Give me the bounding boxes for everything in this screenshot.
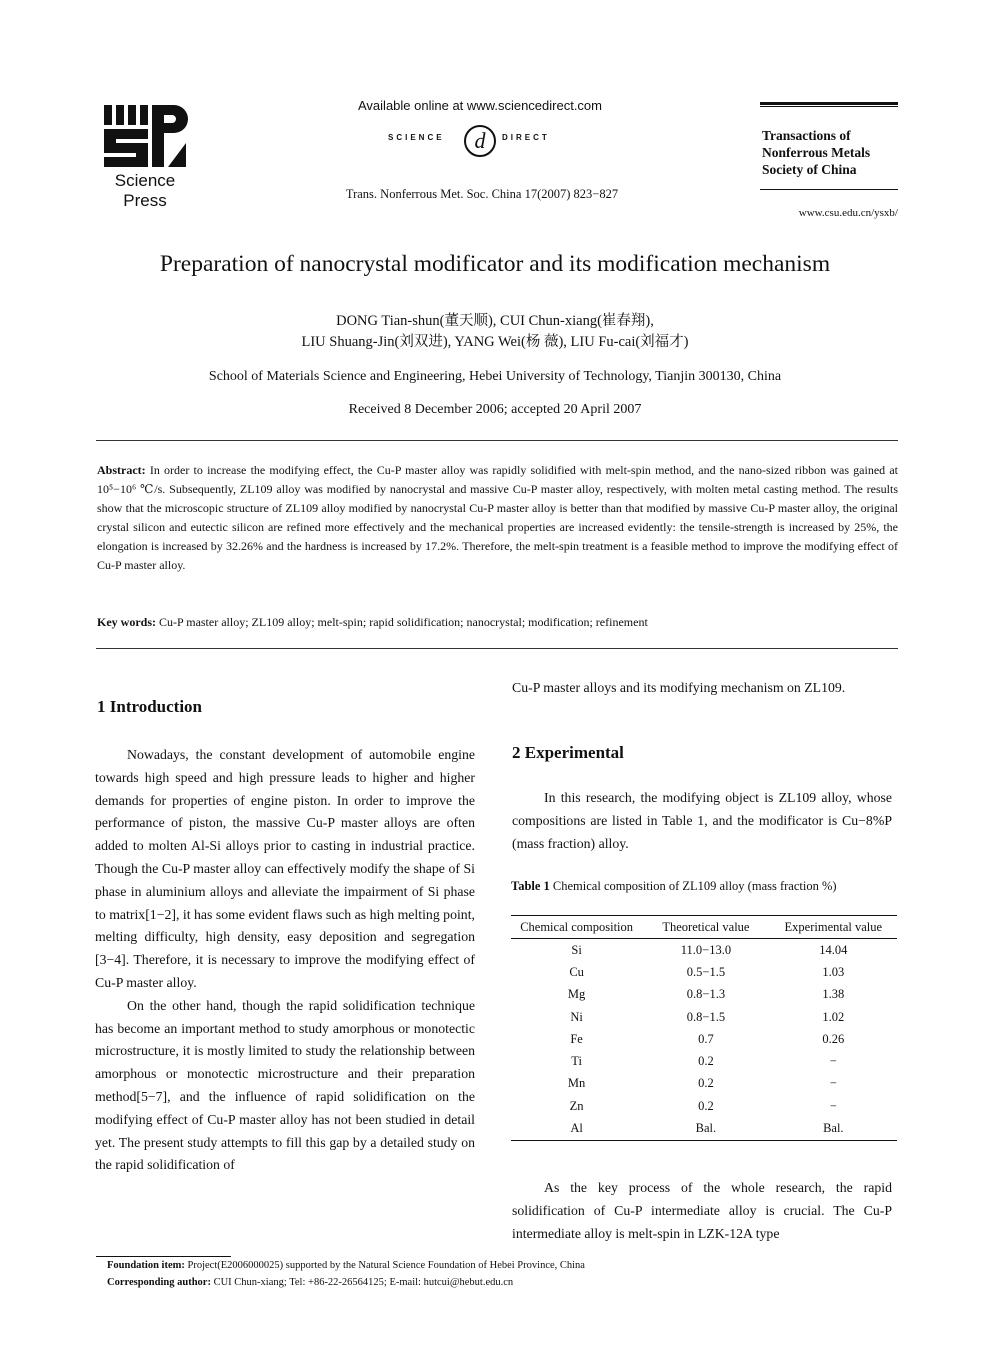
author-list: DONG Tian-shun(董天顺), CUI Chun-xiang(崔春翔), LIU Shuang-Jin(刘双进), YANG Wei(杨 薇), LIU Fu-cai(刘福才) (301, 313, 689, 350)
table-header-cell: Experimental value (770, 916, 897, 939)
keywords (97, 615, 898, 630)
abstract-top-rule (96, 440, 898, 441)
experimental-continued-paragraph: As the key process of the whole research, the rapid solidification of Cu-P intermediate alloy is crucial. The Cu-P intermediate alloy is melt-spin in LZK-12A type (512, 1180, 892, 1241)
table-header-cell: Chemical composition (511, 916, 642, 939)
journal-name: Transactions of Nonferrous Metals Society of China (762, 128, 871, 177)
affiliation: School of Materials Science and Engineering, Hebei University of Technology, Tianjin 300130, China (208, 369, 782, 384)
footnote-rule (96, 1256, 231, 1257)
abstract (97, 461, 898, 575)
table-row: Fe 0.7 0.26 (570, 1031, 845, 1046)
paper-title: Preparation of nanocrystal modificator and its modification mechanism (159, 251, 831, 277)
header-rule-thin (760, 106, 898, 107)
sciencedirect-logo: SCIENCE d DIRECT (380, 124, 580, 158)
introduction-body (95, 744, 475, 1177)
corresponding-author-footnote: Corresponding author: CUI Chun-xiang; Tel: +86-22-26564125; E-mail: hutcui@hebut.edu.cn (107, 1277, 514, 1288)
foundation-footnote: Foundation item: Project(E2006000025) supported by the Natural Science Foundation of Hebei Province, China (107, 1260, 585, 1271)
table-header-cell: Theoretical value (642, 916, 769, 939)
table-row: Mg 0.8−1.3 1.38 (567, 987, 845, 1002)
at-symbol-icon (462, 124, 498, 158)
science-press-logo-text: Science Press (114, 171, 176, 210)
journal-reference: Trans. Nonferrous Met. Soc. China 17(2007) 823−827 (345, 187, 619, 201)
table-row: Ti 0.2 − (571, 1054, 837, 1069)
abstract-label: Abstract: (97, 463, 146, 477)
introduction-continuation: Cu-P master alloys and its modifying mechanism on ZL109. (512, 680, 846, 695)
table-row: Cu 0.5−1.5 1.03 (569, 964, 845, 979)
paragraph: Nowadays, the constant development of automobile engine towards high speed and high pressure leads to higher and higher demands for properties of engine piston. In order to improve the performance of piston, the massive Cu-P master alloys are often added to molten Al-Si alloys prior to casting in industrial practice. Though the Cu-P master alloy can effectively modify the shape of Si phase in aluminium alloys and alleviate the impairment of Si phase to matrix[1−2], it has some evident flaws such as high melting point, melting difficulty, high density, easy deposition and segregation [3−4]. Therefore, it is necessary to improve the modifying effect of Cu-P master alloy. (95, 747, 475, 990)
available-online-text: Available online at www.sciencedirect.com (358, 98, 602, 113)
table-row: Ni 0.8−1.5 1.02 (570, 1009, 845, 1024)
keywords-text: Cu-P master alloy; ZL109 alloy; melt-spin; rapid solidification; nanocrystal; modification; refinement (159, 615, 648, 629)
table-row: Zn 0.2 − (569, 1098, 837, 1113)
paragraph: On the other hand, though the rapid solidification technique has become an important method to study amorphous or monotectic microstructure, it is mostly limited to study the relationship between amorphous or monotectic microstructure and their preparation method[5−7], and the influence of rapid solidification on the modifying effect of Cu-P master alloy has not been studied in detail yet. The present study attempts to fill this gap by a detailed study on the rapid solidification of (95, 997, 475, 1173)
section-heading-introduction: 1 Introduction (97, 697, 203, 716)
svg-text:d: d (474, 128, 486, 153)
table-header-row (511, 916, 897, 939)
abstract-bottom-rule (96, 648, 898, 649)
received-dates: Received 8 December 2006; accepted 20 April 2007 (348, 402, 642, 417)
experimental-paragraph: In this research, the modifying object is ZL109 alloy, whose compositions are listed in Table 1, and the modificator is Cu−8%P (mass fraction) alloy. (512, 790, 892, 851)
journal-url[interactable]: www.csu.edu.cn/ysxb/ (798, 207, 898, 219)
composition-table (511, 915, 897, 1141)
table-row: Mn 0.2 − (567, 1076, 837, 1091)
section-heading-experimental: 2 Experimental (512, 743, 624, 762)
header-rule (760, 102, 898, 105)
table-caption: Table 1 Chemical composition of ZL109 alloy (mass fraction %) (511, 879, 837, 893)
keywords-label: Key words: (97, 615, 156, 629)
abstract-text: In order to increase the modifying effect, the Cu-P master alloy was rapidly solidified with melt-spin method, and the nano-sized ribbon was gained at 10⁵−10⁶ ℃/s. Subsequently, ZL109 alloy was modified by nanocrystal and massive Cu-P master alloy, respectively, with molten metal casting method. The results show that the microscopic structure of ZL109 alloy modified by nanocrystal Cu-P master alloy is better than that modified by massive Cu-P master alloy, the original crystal silicon and eutectic silicon are refined more effectively and the mechanical properties are increased evidently: the tensile-strength is increased by 25%, the elongation is increased by 32.26% and the hardness is increased by 17.2%. Therefore, the melt-spin treatment is a feasible method to improve the modifying effect of Cu-P master alloy. (97, 463, 899, 572)
table-row: Si 11.0−13.0 14.04 (571, 942, 848, 957)
journal-name-rule (760, 189, 898, 190)
table-row: Al Bal. Bal. (511, 1117, 897, 1140)
